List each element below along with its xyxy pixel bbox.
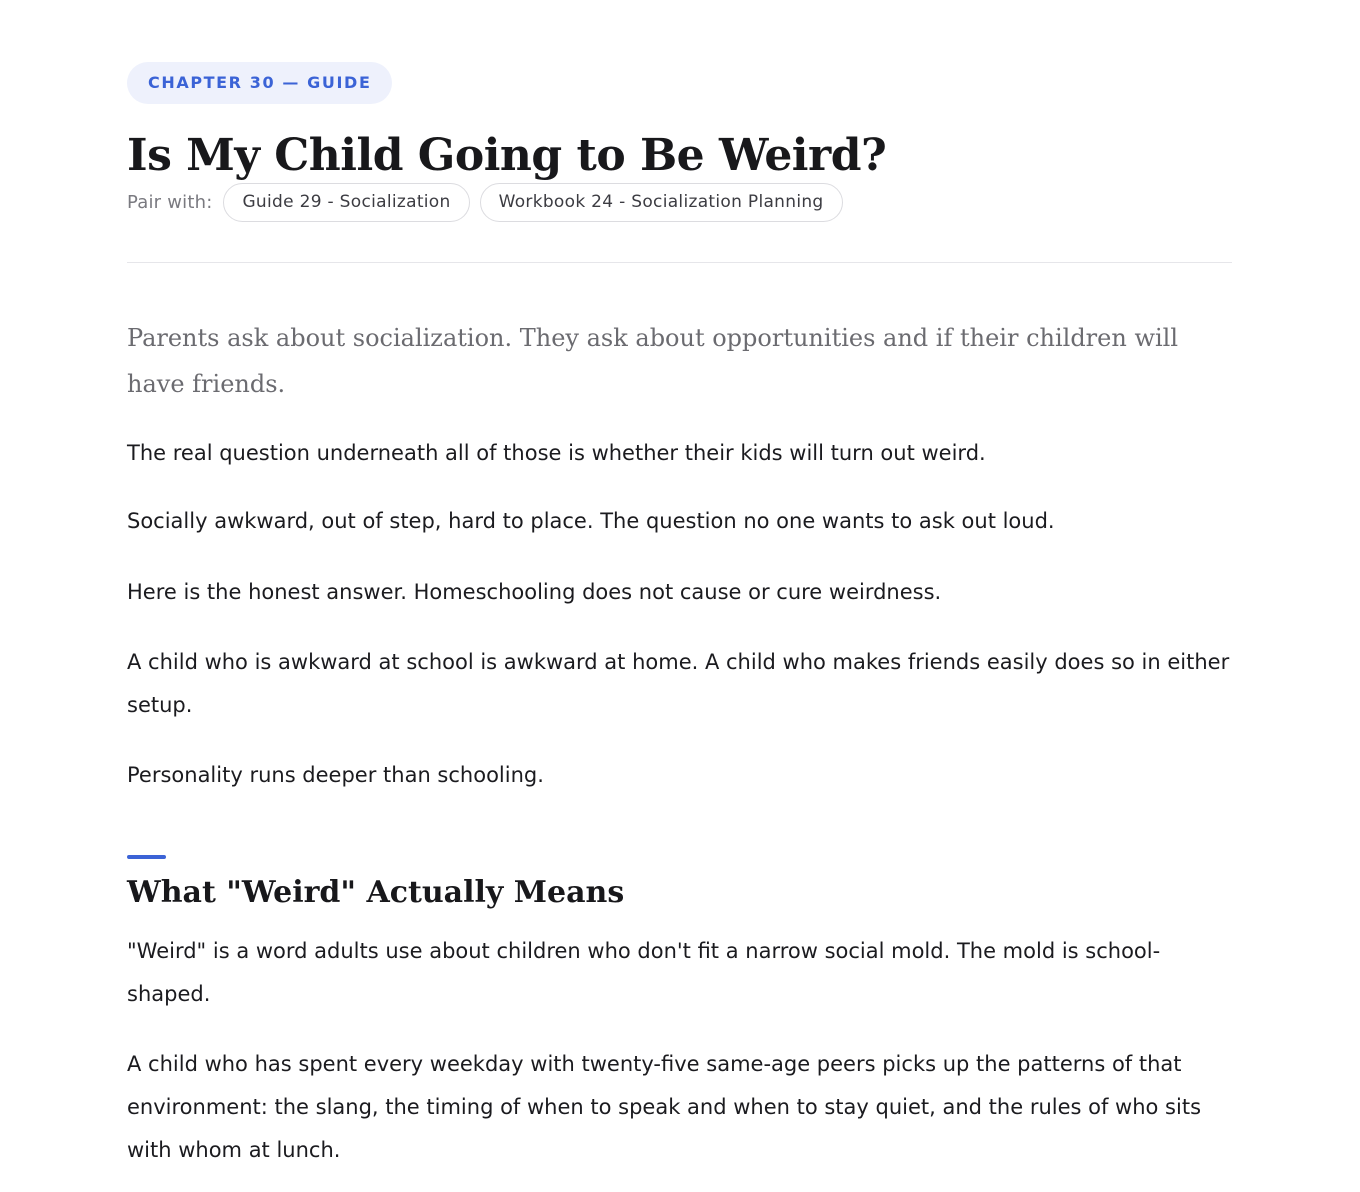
intro-paragraph-4: A child who is awkward at school is awkward at home. A child who makes friends easily does so in either setup. — [127, 650, 1230, 717]
article — [127, 62, 1232, 1172]
page-title: Is My Child Going to Be Weird? — [127, 130, 887, 181]
lead-paragraph: Parents ask about socialization. They ask about opportunities and if their children will have friends. — [127, 324, 1179, 398]
pair-with-label: Pair with: — [127, 191, 213, 213]
intro-paragraph-1: The real question underneath all of those is whether their kids will turn out weird. — [127, 441, 986, 465]
header-divider — [127, 262, 1232, 263]
intro-paragraph-2: Socially awkward, out of step, hard to place. The question no one wants to ask out loud. — [127, 509, 1055, 533]
intro-paragraph-5: Personality runs deeper than schooling. — [127, 763, 544, 787]
pair-with-row — [127, 182, 1232, 222]
pair-link-guide-29[interactable]: Guide 29 - Socialization — [223, 183, 469, 222]
section-heading: What "Weird" Actually Means — [127, 875, 625, 910]
section-paragraph-1: "Weird" is a word adults use about children who don't fit a narrow social mold. The mold is school-shaped. — [127, 939, 1161, 1006]
intro-paragraph-3: Here is the honest answer. Homeschooling does not cause or cure weirdness. — [127, 580, 942, 604]
section-paragraph-2: A child who has spent every weekday with twenty-five same-age peers picks up the patterns of that environment: the slang, the timing of when to speak and when to stay quiet, and the rules of who sits with whom at lunch. — [127, 1052, 1202, 1162]
chapter-badge: CHAPTER 30 — GUIDE — [127, 62, 392, 104]
section-accent-bar — [127, 855, 166, 859]
pair-link-workbook-24[interactable]: Workbook 24 - Socialization Planning — [480, 183, 843, 222]
